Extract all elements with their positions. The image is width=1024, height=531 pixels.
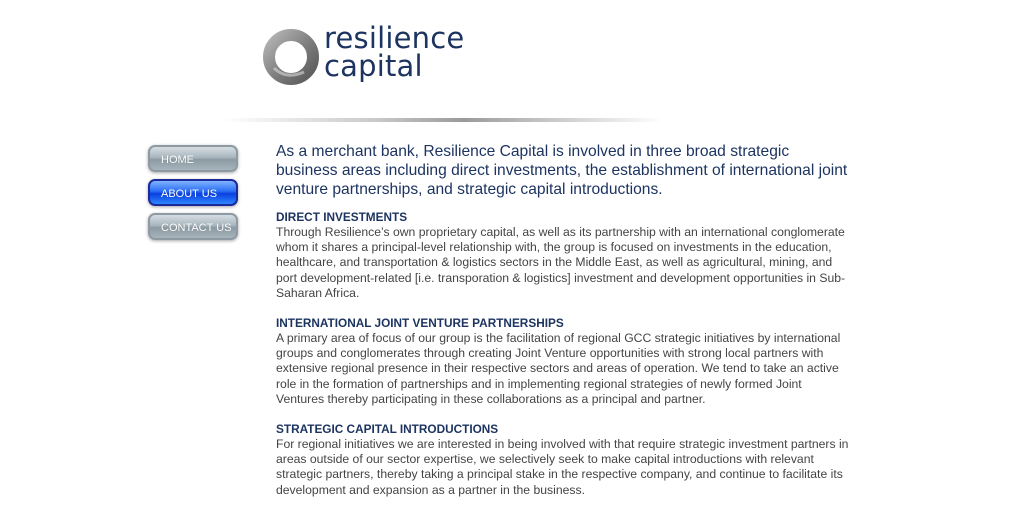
section-body: For regional initiatives we are interested in being involved with that require strategic investment partners in areas outside of our sector expertise, we selectively seek to make capital introductions with relevant strategic partners, thereby taking a principal stake in the respective company, and continue to facilitate its development and expansion as a partner in the business. [276,437,849,497]
nav-contact-us-button[interactable]: CONTACT US [148,213,238,240]
section-joint-ventures [276,316,851,407]
site-logo[interactable] [262,21,502,88]
nav-home-button[interactable]: HOME [148,145,238,172]
main-content [276,142,851,513]
section-body: A primary area of focus of our group is the facilitation of regional GCC strategic initiatives by international groups and conglomerates through creating Joint Venture opportunities with strong local partners with extensive regional presence in their respective sectors and areas of operation. We tend to take an active role in the formation of partnerships and in implementing regional strategies of newly formed Joint Ventures thereby participating in these collaborations as a principal and partner. [276,331,841,406]
logo-line-2: capital [324,49,423,83]
section-body: Through Resilience’s own proprietary capital, as well as its partnership with an international conglomerate whom it shares a principal-level relationship with, the group is focused on investments in the education, healthcare, and transportation & logistics sectors in the Middle East, as well as agricultural, mining, and port development-related [i.e. transporation & logistics] investment and development opportunities in Sub-Saharan Africa. [276,225,846,300]
logo-wordmark [324,21,465,83]
section-capital-introductions [276,422,851,498]
section-heading: DIRECT INVESTMENTS [276,210,408,224]
nav-about-us-button[interactable]: ABOUT US [148,179,238,206]
section-heading: INTERNATIONAL JOINT VENTURE PARTNERSHIPS [276,316,564,331]
logo-line-1: resilience [324,21,465,55]
section-heading: STRATEGIC CAPITAL INTRODUCTIONS [276,422,499,437]
ring-logo-icon [262,28,320,86]
section-direct-investments [276,210,851,301]
header-divider [222,118,662,122]
main-nav [148,145,240,247]
intro-paragraph: As a merchant bank, Resilience Capital is involved in three broad strategic business areas including direct investments, the establishment of international joint venture partnerships, and strategic capital introductions. [276,143,848,198]
